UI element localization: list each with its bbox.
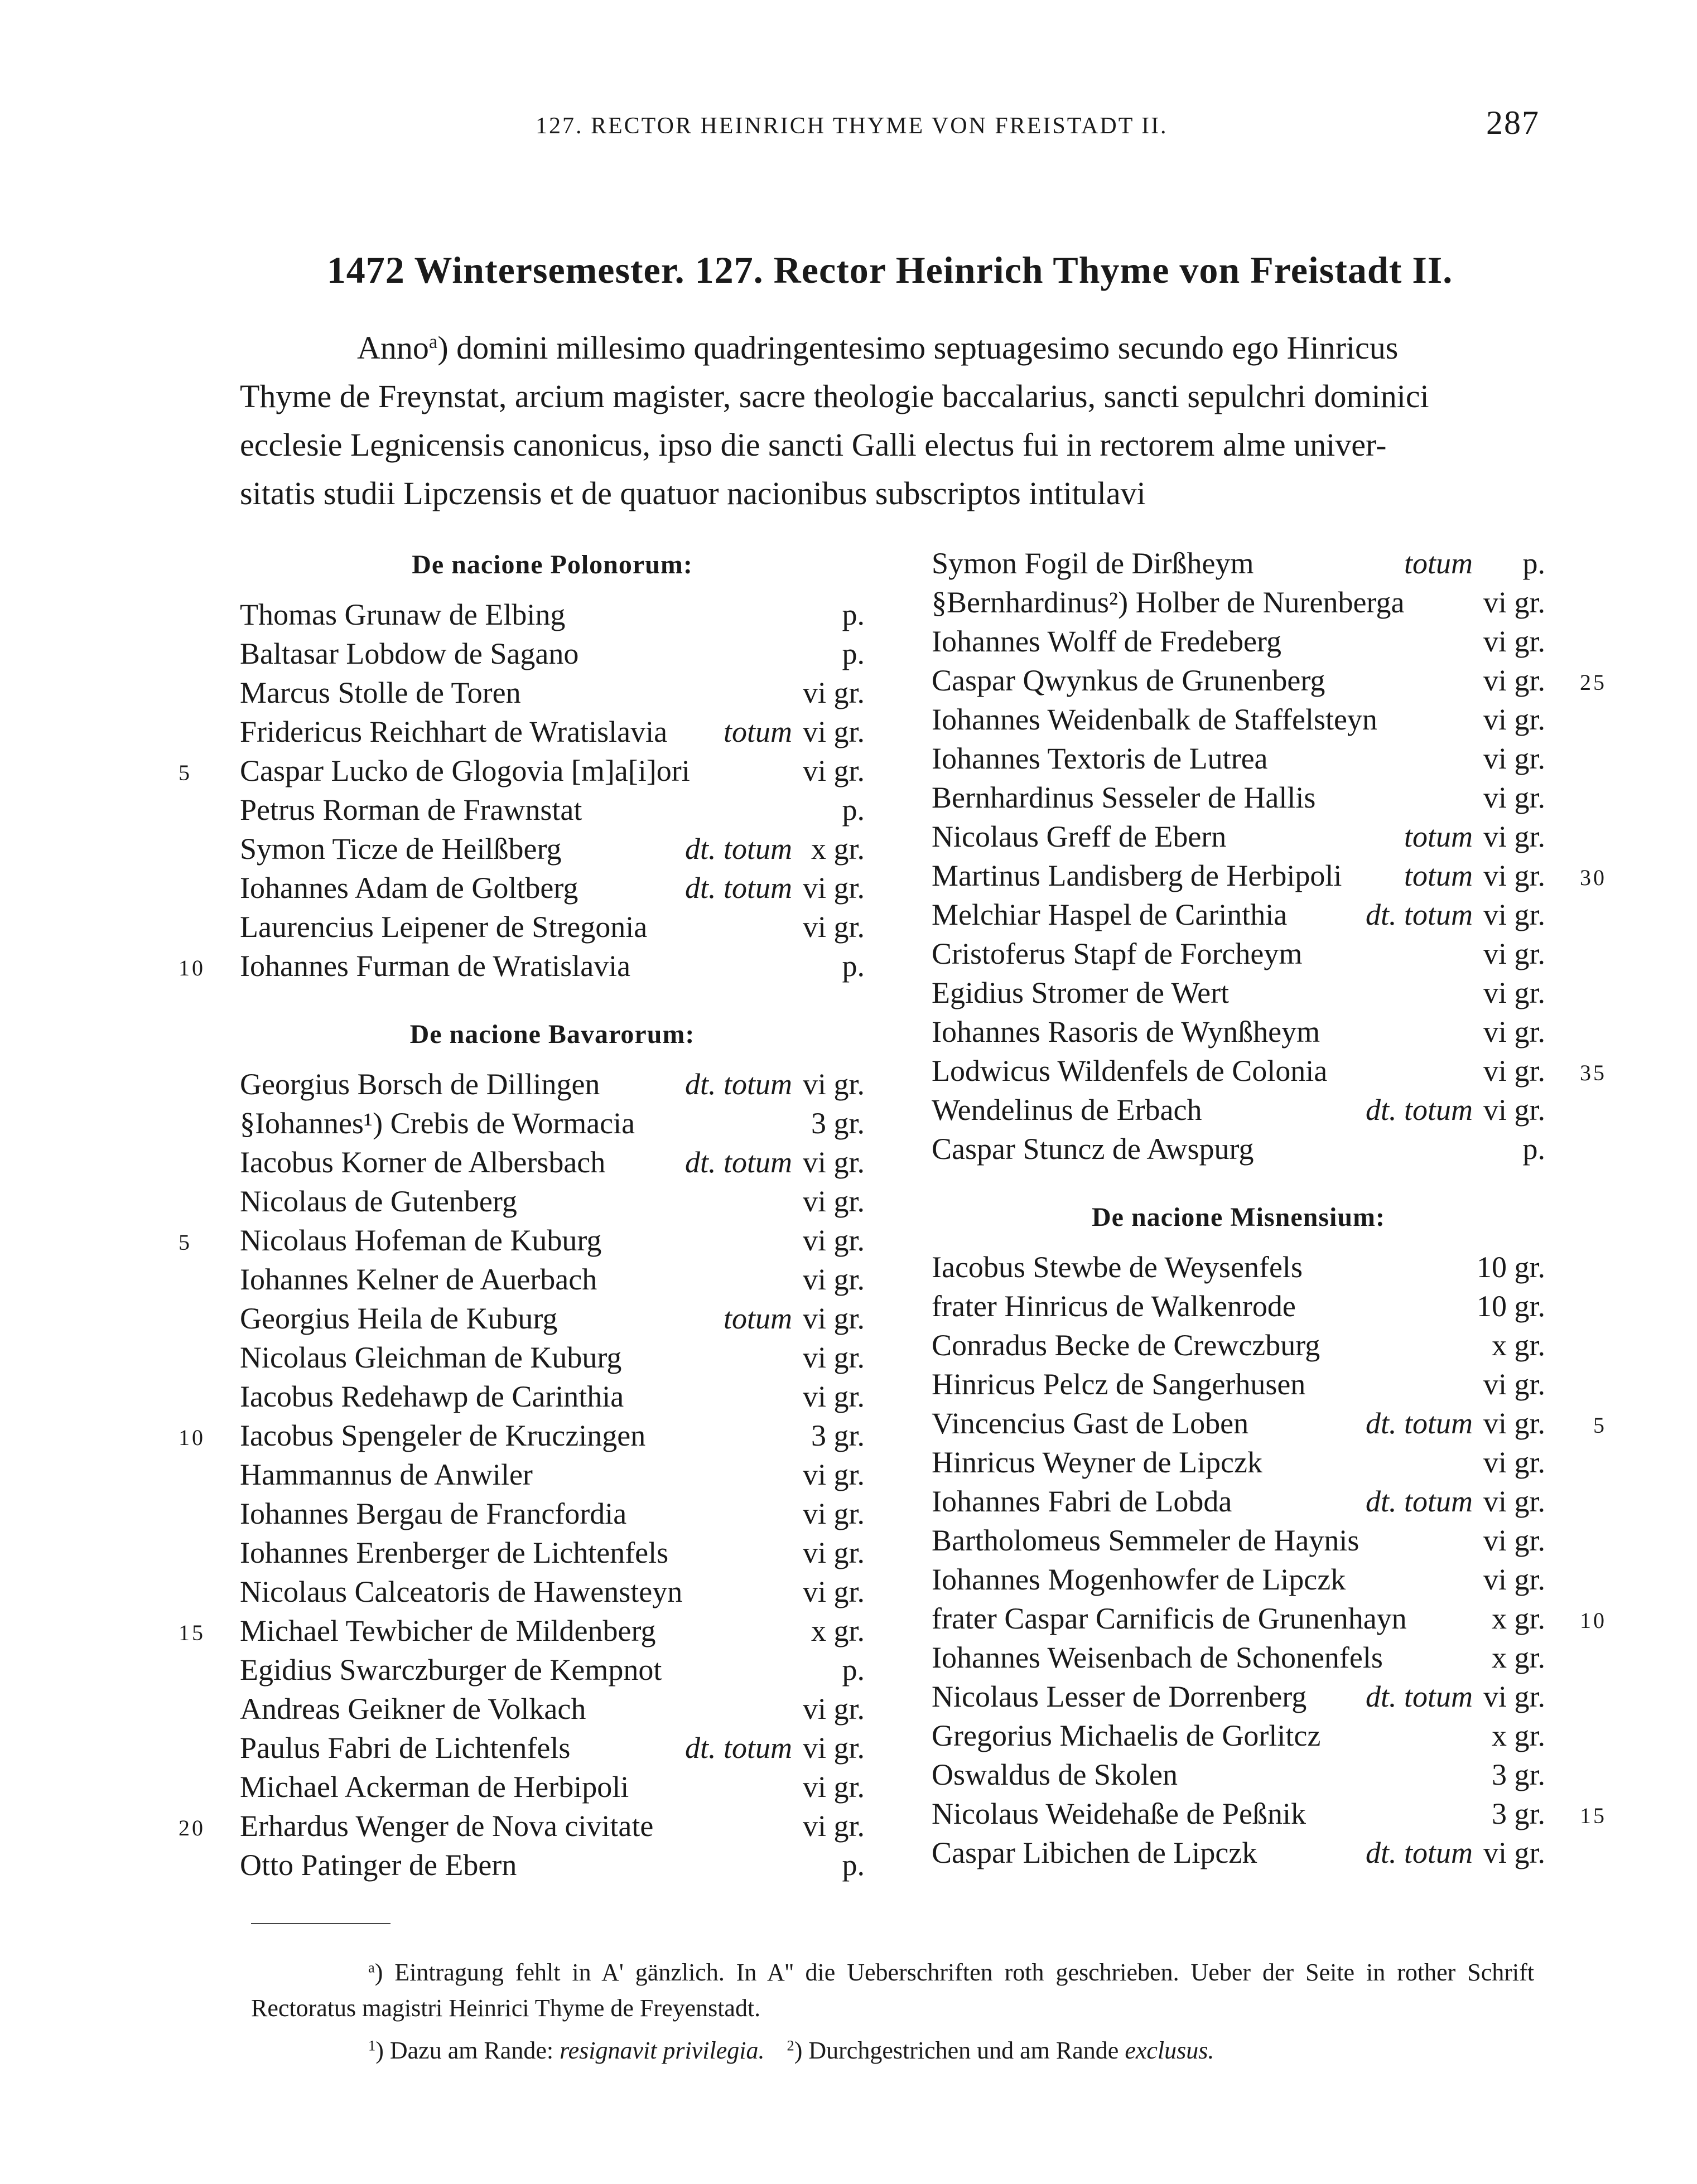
matriculation-entry	[179, 946, 865, 985]
line-number: 15	[1580, 1803, 1607, 1828]
payment-amount: vi gr.	[1483, 1446, 1545, 1479]
matriculation-entry	[932, 1365, 1545, 1404]
payment-amount: vi gr.	[802, 715, 865, 748]
student-name: Symon Ticze de Heilßberg	[240, 832, 562, 866]
payment-amount: vi gr.	[1483, 586, 1545, 619]
matriculation-entry	[932, 544, 1545, 583]
payment-amount: vi gr.	[1483, 1368, 1545, 1401]
payment-note: dt. totum	[684, 1146, 792, 1179]
matriculation-entry	[932, 1051, 1607, 1090]
payment-amount: vi gr.	[802, 1731, 865, 1765]
student-name: Nicolaus Gleichman de Kuburg	[240, 1341, 622, 1374]
matriculation-entry	[240, 1494, 865, 1533]
line-number: 5	[1593, 1413, 1607, 1438]
matriculation-entry	[932, 1404, 1607, 1443]
payment-note: totum	[1404, 820, 1473, 853]
payment-note: totum	[723, 1302, 792, 1335]
student-name: Iohannes Mogenhowfer de Lipczk	[932, 1563, 1346, 1596]
nation-heading: De nacione Polonorum:	[412, 550, 693, 579]
student-name: §Iohannes¹) Crebis de Wormacia	[240, 1107, 635, 1140]
payment-amount: vi gr.	[1483, 625, 1545, 658]
line-number: 10	[179, 955, 205, 980]
matriculation-entry	[240, 1260, 865, 1299]
matriculation-entry	[240, 1767, 865, 1806]
student-name: Hinricus Weyner de Lipczk	[932, 1446, 1262, 1479]
payment-note: dt. totum	[1365, 1407, 1473, 1440]
footnote-rule	[251, 1923, 390, 1924]
student-name: Marcus Stolle de Toren	[240, 676, 521, 709]
matriculation-entry	[240, 1182, 865, 1221]
line-number: 10	[179, 1425, 205, 1450]
footnote-a	[251, 1955, 1534, 2026]
matriculation-entry	[240, 712, 865, 751]
intro-line: sitatis studii Lipczensis et de quatuor nacionibus subscriptos intitulavi	[240, 475, 1146, 511]
student-name: Caspar Libichen de Lipczk	[932, 1836, 1257, 1869]
payment-amount: vi gr.	[1483, 1015, 1545, 1048]
footnotes-numbered	[251, 2033, 1534, 2069]
student-name: Nicolaus Lesser de Dorrenberg	[932, 1680, 1307, 1713]
student-name: Gregorius Michaelis de Gorlitcz	[932, 1719, 1321, 1752]
matriculation-entry	[240, 1728, 865, 1767]
student-name: Baltasar Lobdow de Sagano	[240, 637, 579, 670]
payment-amount: vi gr.	[1483, 703, 1545, 736]
line-number: 10	[1580, 1608, 1607, 1633]
payment-amount: vi gr.	[1483, 1407, 1545, 1440]
student-name: Caspar Qwynkus de Grunenberg	[932, 664, 1325, 697]
line-number: 25	[1580, 670, 1607, 695]
payment-amount: 3 gr.	[811, 1107, 865, 1140]
matriculation-entry	[932, 739, 1545, 778]
student-name: Iohannes Kelner de Auerbach	[240, 1263, 597, 1296]
payment-note: dt. totum	[1365, 1485, 1473, 1518]
student-name: Iohannes Weidenbalk de Staffelsteyn	[932, 703, 1377, 736]
payment-amount: x gr.	[1491, 1328, 1545, 1362]
matriculation-entry	[179, 1806, 865, 1845]
student-name: Iohannes Wolff de Fredeberg	[932, 625, 1281, 658]
payment-amount: vi gr.	[1483, 1093, 1545, 1127]
payment-note: dt. totum	[684, 832, 792, 866]
payment-amount: x gr.	[1491, 1602, 1545, 1635]
payment-amount: p.	[842, 637, 865, 670]
line-number: 5	[179, 1230, 192, 1255]
payment-amount: vi gr.	[1483, 1524, 1545, 1557]
payment-amount: vi gr.	[802, 676, 865, 709]
student-name: Laurencius Leipener de Stregonia	[240, 910, 648, 944]
payment-amount: 10 gr.	[1476, 1250, 1545, 1284]
student-name: Iohannes Erenberger de Lichtenfels	[240, 1536, 669, 1569]
payment-amount: p.	[842, 1848, 865, 1882]
payment-amount: x gr.	[811, 832, 865, 866]
student-name: Oswaldus de Skolen	[932, 1758, 1178, 1791]
student-name: §Bernhardinus²) Holber de Nurenberga	[932, 586, 1405, 619]
matriculation-entry	[932, 856, 1607, 895]
matriculation-entry	[932, 934, 1545, 973]
matriculation-entry	[932, 1090, 1545, 1129]
student-name: Caspar Stuncz de Awspurg	[932, 1132, 1254, 1166]
matriculation-entry	[932, 583, 1545, 622]
student-name: Lodwicus Wildenfels de Colonia	[932, 1054, 1328, 1088]
matriculation-entry	[240, 907, 865, 946]
matriculation-entry	[240, 1377, 865, 1416]
footnote-a-marker: a	[368, 1959, 375, 1976]
matriculation-entry	[240, 1845, 865, 1885]
student-name: Iohannes Fabri de Lobda	[932, 1485, 1232, 1518]
student-name: Iohannes Textoris de Lutrea	[932, 742, 1268, 775]
payment-note: totum	[1404, 859, 1473, 892]
payment-amount: vi gr.	[802, 1067, 865, 1101]
payment-amount: vi gr.	[802, 1224, 865, 1257]
student-name: Iohannes Rasoris de Wynßheym	[932, 1015, 1320, 1048]
matriculation-entry	[932, 700, 1545, 739]
payment-amount: vi gr.	[1483, 1054, 1545, 1088]
matriculation-entry	[932, 1638, 1545, 1677]
payment-note: dt. totum	[1365, 898, 1473, 931]
intro-first-word: Anno	[357, 330, 429, 366]
payment-amount: vi gr.	[802, 871, 865, 905]
student-name: Nicolaus de Gutenberg	[240, 1185, 517, 1218]
payment-amount: vi gr.	[802, 754, 865, 787]
matriculation-entry	[240, 595, 865, 634]
intro-line	[240, 323, 1540, 372]
payment-amount: vi gr.	[1483, 1485, 1545, 1518]
payment-amount: vi gr.	[1483, 898, 1545, 931]
nation-heading: De nacione Misnensium:	[1092, 1202, 1385, 1232]
student-name: Petrus Rorman de Frawnstat	[240, 793, 582, 827]
payment-amount: 10 gr.	[1476, 1289, 1545, 1323]
student-name: Bartholomeus Semmeler de Haynis	[932, 1524, 1359, 1557]
student-name: Paulus Fabri de Lichtenfels	[240, 1731, 571, 1765]
matriculation-entry	[240, 1104, 865, 1143]
payment-amount: vi gr.	[1483, 820, 1545, 853]
student-name: Nicolaus Greff de Ebern	[932, 820, 1227, 853]
student-name: Iohannes Bergau de Francfordia	[240, 1497, 627, 1530]
student-name: Egidius Stromer de Wert	[932, 976, 1230, 1009]
payment-amount: vi gr.	[1483, 937, 1545, 970]
payment-amount: vi gr.	[802, 1458, 865, 1491]
main-title: 1472 Wintersemester. 127. Rector Heinrich Thyme von Freistadt II.	[326, 249, 1453, 291]
student-name: Georgius Borsch de Dillingen	[240, 1067, 600, 1101]
page-number: 287	[1486, 104, 1540, 141]
matriculation-entry	[932, 1326, 1545, 1365]
matriculation-entry	[240, 1572, 865, 1611]
student-name: Symon Fogil de Dirßheym	[932, 547, 1254, 580]
footnote-1-text: ) Dazu am Rande:	[375, 2037, 560, 2064]
student-name: Egidius Swarczburger de Kempnot	[240, 1653, 662, 1687]
line-number: 15	[179, 1620, 205, 1645]
payment-amount: vi gr.	[802, 1380, 865, 1413]
student-name: Caspar Lucko de Glogovia [m]a[i]ori	[240, 754, 690, 787]
matriculation-entry	[932, 1521, 1545, 1560]
matriculation-entry	[932, 1794, 1607, 1833]
matriculation-entry	[240, 1143, 865, 1182]
matriculation-entry	[932, 1287, 1545, 1326]
matriculation-entry	[932, 1716, 1545, 1755]
payment-amount: vi gr.	[802, 1536, 865, 1569]
matriculation-entry	[179, 1611, 865, 1650]
matriculation-entry	[932, 1560, 1545, 1599]
student-name: Iacobus Redehawp de Carinthia	[240, 1380, 624, 1413]
matriculation-entry	[240, 1533, 865, 1572]
nation-heading: De nacione Bavarorum:	[409, 1019, 695, 1049]
payment-amount: vi gr.	[1483, 1836, 1545, 1869]
payment-note: totum	[1404, 547, 1473, 580]
student-name: Cristoferus Stapf de Forcheym	[932, 937, 1303, 970]
payment-amount: vi gr.	[1483, 1563, 1545, 1596]
student-name: Thomas Grunaw de Elbing	[240, 598, 566, 631]
payment-amount: p.	[1522, 1132, 1545, 1166]
running-header	[240, 104, 1540, 148]
payment-note: dt. totum	[684, 871, 792, 905]
student-name: Fridericus Reichhart de Wratislavia	[240, 715, 668, 748]
matriculation-entry	[240, 1338, 865, 1377]
student-name: Nicolaus Weidehaße de Peßnik	[932, 1797, 1306, 1830]
matriculation-entry	[932, 1482, 1545, 1521]
matriculation-entry	[240, 1650, 865, 1689]
line-number: 35	[1580, 1060, 1607, 1085]
student-name: frater Hinricus de Walkenrode	[932, 1289, 1296, 1323]
payment-amount: 3 gr.	[1491, 1758, 1545, 1791]
footnote-marker-a: a	[428, 330, 438, 352]
line-number: 5	[179, 760, 192, 785]
matriculation-entry	[932, 973, 1545, 1012]
payment-amount: vi gr.	[1483, 664, 1545, 697]
payment-amount: vi gr.	[1483, 859, 1545, 892]
student-name: Michael Ackerman de Herbipoli	[240, 1770, 629, 1804]
matriculation-entry	[240, 1065, 865, 1104]
student-name: Wendelinus de Erbach	[932, 1093, 1202, 1127]
student-name: Iacobus Korner de Albersbach	[240, 1146, 606, 1179]
matriculation-entry	[932, 1248, 1545, 1287]
matriculation-entry	[932, 1599, 1607, 1638]
matriculation-entry	[932, 1755, 1545, 1794]
matriculation-entry	[932, 1012, 1545, 1051]
student-name: Michael Tewbicher de Mildenberg	[240, 1614, 656, 1647]
payment-amount: vi gr.	[802, 1575, 865, 1608]
line-number: 30	[1580, 865, 1607, 890]
matriculation-entry	[240, 1455, 865, 1494]
payment-amount: vi gr.	[1483, 742, 1545, 775]
footnote-2-text: ) Durchgestrichen und am Rande	[794, 2037, 1125, 2064]
student-name: Vincencius Gast de Loben	[932, 1407, 1249, 1440]
payment-amount: p.	[842, 949, 865, 983]
matriculation-entry	[932, 778, 1545, 817]
footnote-2-marker: 2	[787, 2037, 794, 2054]
payment-note: totum	[723, 715, 792, 748]
payment-amount: vi gr.	[1483, 781, 1545, 814]
payment-amount: vi gr.	[802, 1263, 865, 1296]
payment-amount: p.	[842, 598, 865, 631]
student-name: Martinus Landisberg de Herbipoli	[932, 859, 1342, 892]
matriculation-entry	[932, 1443, 1545, 1482]
student-name: Nicolaus Calceatoris de Hawensteyn	[240, 1575, 683, 1608]
payment-amount: vi gr.	[802, 1770, 865, 1804]
running-title: 127. RECTOR HEINRICH THYME VON FREISTADT II.	[536, 113, 1168, 139]
student-name: Iacobus Spengeler de Kruczingen	[240, 1419, 646, 1452]
matriculation-entry	[240, 829, 865, 868]
payment-amount: vi gr.	[802, 910, 865, 944]
payment-amount: vi gr.	[1483, 976, 1545, 1009]
student-name: Hinricus Pelcz de Sangerhusen	[932, 1368, 1306, 1401]
payment-amount: p.	[842, 793, 865, 827]
payment-amount: p.	[842, 1653, 865, 1687]
matriculation-entry	[240, 1299, 865, 1338]
matriculation-entry	[932, 817, 1545, 856]
payment-amount: vi gr.	[802, 1692, 865, 1726]
intro-line: Thyme de Freynstat, arcium magister, sacre theologie baccalarius, sancti sepulchri dominici	[240, 378, 1429, 414]
payment-amount: vi gr.	[802, 1497, 865, 1530]
payment-amount: x gr.	[1491, 1641, 1545, 1674]
matriculation-entry	[240, 868, 865, 907]
payment-amount: vi gr.	[802, 1185, 865, 1218]
student-name: Georgius Heila de Kuburg	[240, 1302, 558, 1335]
intro-paragraph	[240, 323, 1540, 518]
payment-note: dt. totum	[684, 1731, 792, 1765]
payment-amount: vi gr.	[802, 1146, 865, 1179]
matriculation-entry	[932, 1677, 1545, 1716]
payment-amount: 3 gr.	[811, 1419, 865, 1452]
student-name: Bernhardinus Sesseler de Hallis	[932, 781, 1316, 814]
student-name: frater Caspar Carnificis de Grunenhayn	[932, 1602, 1407, 1635]
matriculation-entry	[240, 634, 865, 673]
matriculation-entry	[932, 661, 1607, 700]
matriculation-entry	[932, 1129, 1545, 1168]
student-name: Iacobus Stewbe de Weysenfels	[932, 1250, 1303, 1284]
payment-amount: vi gr.	[802, 1302, 865, 1335]
student-name: Iohannes Adam de Goltberg	[240, 871, 578, 905]
matriculation-entry	[179, 1221, 865, 1260]
matriculation-entry	[179, 1416, 865, 1455]
student-name: Erhardus Wenger de Nova civitate	[240, 1809, 654, 1843]
student-name: Iohannes Furman de Wratislavia	[240, 949, 631, 983]
payment-amount: x gr.	[1491, 1719, 1545, 1752]
payment-note: dt. totum	[684, 1067, 792, 1101]
payment-amount: x gr.	[811, 1614, 865, 1647]
student-name: Melchiar Haspel de Carinthia	[932, 898, 1288, 931]
intro-line: ecclesie Legnicensis canonicus, ipso die sancti Galli electus fui in rectorem alme univer-	[240, 427, 1387, 463]
footnote-1-italic: resignavit privilegia.	[560, 2037, 765, 2064]
payment-amount: vi gr.	[802, 1809, 865, 1843]
payment-amount: vi gr.	[1483, 1680, 1545, 1713]
footnote-a-text: ) Eintragung fehlt in A' gänzlich. In A'' die Ueberschriften roth geschrieben. Ueber der Seite in rother Schrift Rectoratus magistri Heinrici Thyme de Freyenstadt.	[251, 1959, 1534, 2022]
line-number: 20	[179, 1815, 205, 1840]
student-name: Conradus Becke de Crewczburg	[932, 1328, 1320, 1362]
payment-amount: 3 gr.	[1491, 1797, 1545, 1830]
payment-amount: p.	[1522, 547, 1545, 580]
matriculation-entry	[240, 1689, 865, 1728]
matriculation-entry	[179, 751, 865, 790]
student-name: Iohannes Weisenbach de Schonenfels	[932, 1641, 1383, 1674]
footnote-2-italic: exclusus.	[1125, 2037, 1214, 2064]
matriculation-entry	[932, 1833, 1545, 1872]
matriculation-entry	[932, 622, 1545, 661]
student-name: Hammannus de Anwiler	[240, 1458, 533, 1491]
payment-note: dt. totum	[1365, 1836, 1473, 1869]
student-name: Nicolaus Hofeman de Kuburg	[240, 1224, 602, 1257]
student-name: Otto Patinger de Ebern	[240, 1848, 517, 1882]
payment-note: dt. totum	[1365, 1093, 1473, 1127]
matriculation-entry	[240, 673, 865, 712]
footnote-1-marker: 1	[368, 2037, 376, 2054]
payment-amount: vi gr.	[802, 1341, 865, 1374]
intro-line-text: ) domini millesimo quadringentesimo septuagesimo secundo ego Hinricus	[437, 330, 1399, 366]
matriculation-entry	[932, 895, 1545, 934]
student-name: Andreas Geikner de Volkach	[240, 1692, 586, 1726]
matriculation-entry	[240, 790, 865, 829]
payment-note: dt. totum	[1365, 1680, 1473, 1713]
